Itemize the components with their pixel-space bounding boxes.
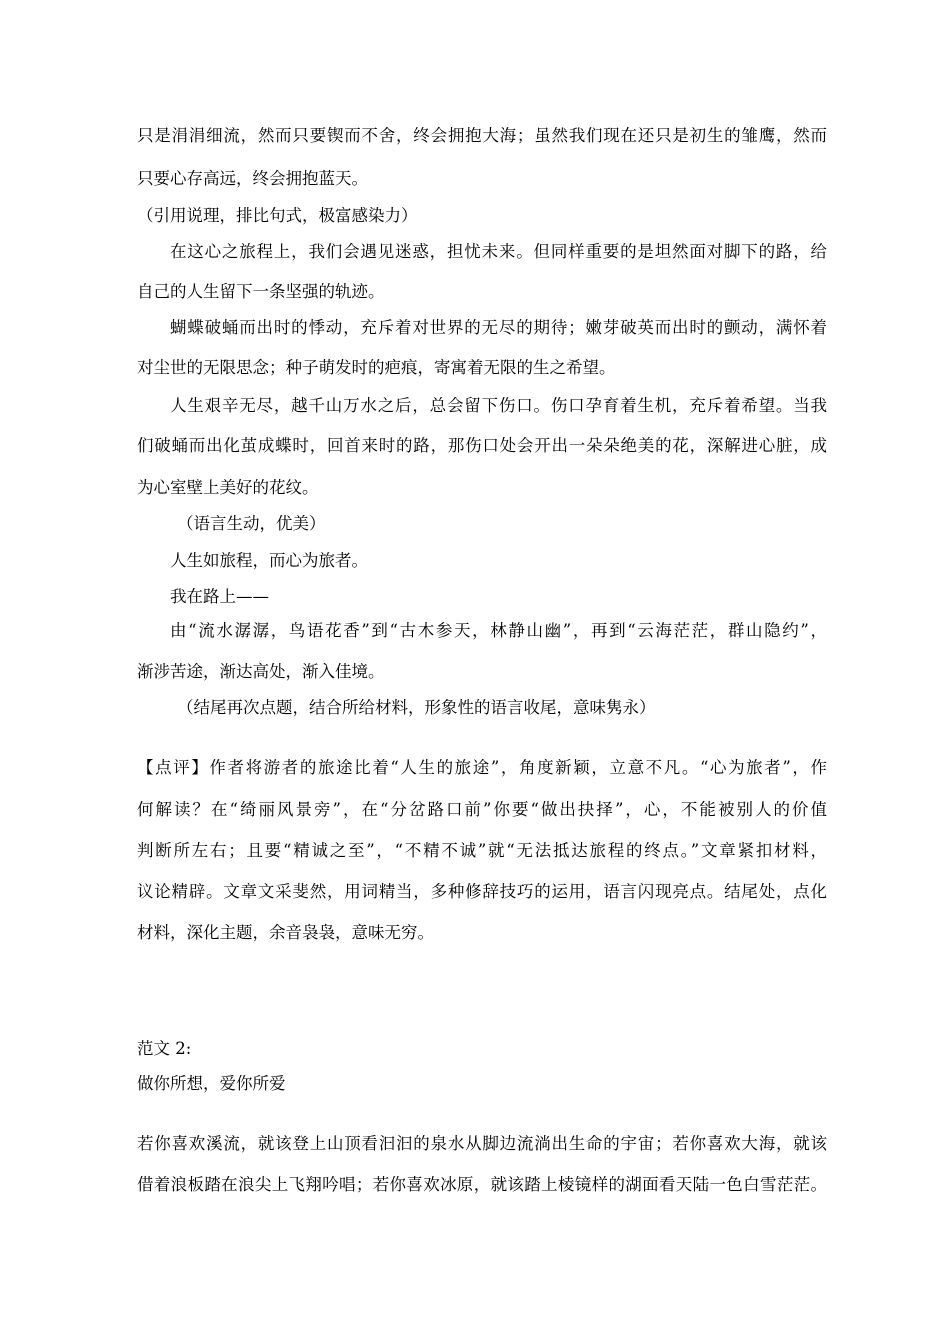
essay2-title: 做你所想，爱你所爱 bbox=[137, 1074, 286, 1093]
annotation-2: （语言生动，优美） bbox=[177, 514, 326, 533]
essay1-p5: 人生如旅程，而心为旅者。 bbox=[170, 551, 368, 570]
essay1-p6: 我在路上—— bbox=[170, 587, 269, 606]
essay1-p4-line3: 为心室壁上美好的花纹。 bbox=[137, 478, 319, 497]
essay1-p4-line2: 们破蛹而出化茧成蝶时，回首来时的路，那伤口处会开出一朵朵绝美的花，深解进心脏，成 bbox=[137, 436, 827, 455]
comment-line5: 材料，深化主题，余音袅袅，意味无穷。 bbox=[137, 923, 434, 942]
annotation-3: （结尾再次点题，结合所给材料，形象性的语言收尾，意味隽永） bbox=[177, 698, 656, 717]
essay2-label: 范文 2: bbox=[137, 1039, 192, 1058]
essay1-p7-line1: 由“流水潺潺，鸟语花香”到“古木参天，林静山幽”，再到“云海茫茫，群山隐约”， bbox=[170, 621, 827, 640]
essay1-p2-line2: 自己的人生留下一条坚强的轨迹。 bbox=[137, 282, 385, 301]
comment-line1: 【点评】作者将游者的旅途比着“人生的旅途”，角度新颖，立意不凡。“心为旅者”，作 bbox=[137, 758, 827, 777]
essay1-p2-line1: 在这心之旅程上，我们会遇见迷惑，担忧未来。但同样重要的是坦然面对脚下的路，给 bbox=[170, 242, 827, 261]
comment-line4: 议论精辟。文章文采斐然，用词精当，多种修辞技巧的运用，语言闪现亮点。结尾处，点化 bbox=[137, 882, 827, 901]
comment-line2: 何解读？在“绮丽风景旁”，在“分岔路口前”你要“做出抉择”，心，不能被别人的价值 bbox=[137, 800, 827, 819]
essay2-line1: 若你喜欢溪流，就该登上山顶看汩汩的泉水从脚边流淌出生命的宇宙；若你喜欢大海，就该 bbox=[137, 1134, 827, 1153]
annotation-1: （引用说理，排比句式，极富感染力） bbox=[137, 206, 418, 225]
essay1-intro-line1: 只是涓涓细流，然而只要锲而不舍，终会拥抱大海；虽然我们现在还只是初生的雏鹰，然而 bbox=[137, 126, 827, 145]
essay1-p3-line1: 蝴蝶破蛹而出时的悸动，充斥着对世界的无尽的期待；嫩芽破英而出时的颤动，满怀着 bbox=[170, 318, 827, 337]
essay1-intro-line2: 只要心存高远，终会拥抱蓝天。 bbox=[137, 169, 368, 188]
essay2-line2: 借着浪板踏在浪尖上飞翔吟唱；若你喜欢冰原，就该踏上棱镜样的湖面看天陆一色白雪茫茫。 bbox=[137, 1175, 827, 1194]
essay1-p4-line1: 人生艰辛无尽，越千山万水之后，总会留下伤口。伤口孕育着生机，充斥着希望。当我 bbox=[170, 396, 827, 415]
essay1-p3-line2: 对尘世的无限思念；种子萌发时的疤痕，寄寓着无限的生之希望。 bbox=[137, 358, 616, 377]
essay1-p7-line2: 渐涉苦途，渐达高处，渐入佳境。 bbox=[137, 662, 385, 681]
comment-line3: 判断所左右；且要“精诚之至”，“不精不诚”就“无法抵达旅程的终点。”文章紧扣材料， bbox=[137, 841, 827, 860]
